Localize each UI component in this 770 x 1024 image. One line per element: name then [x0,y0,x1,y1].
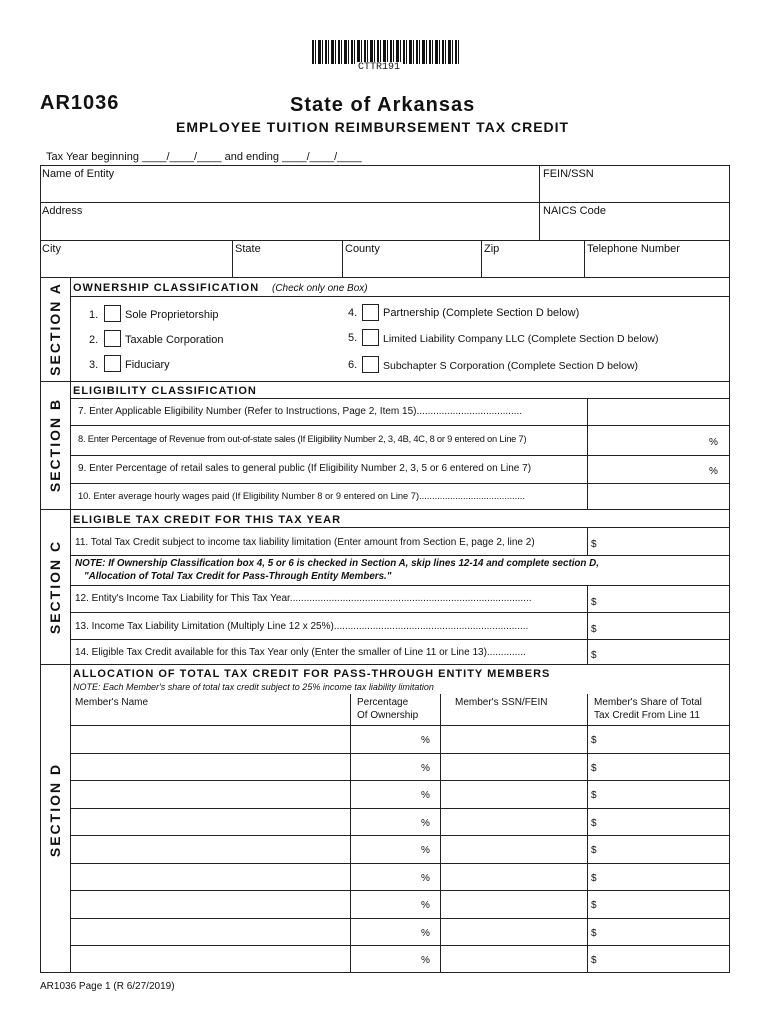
col-percentage-1: Percentage [357,697,409,708]
member-share-field[interactable] [600,836,728,863]
col-share-1: Member's Share of Total [594,697,702,708]
county-field[interactable] [343,257,480,276]
member-name-field[interactable] [71,919,349,946]
phone-field[interactable] [585,257,728,276]
barcode-text: CTTR191 [358,62,401,73]
member-ssn-field[interactable] [441,781,586,808]
fein-label: FEIN/SSN [543,168,594,180]
member-name-field[interactable] [71,836,349,863]
section-c-label: SECTION C [47,539,63,635]
sole-proprietorship-checkbox[interactable] [104,305,121,322]
member-name-field[interactable] [71,754,349,781]
percent-sign: % [421,928,430,939]
line-9-field[interactable] [588,456,728,482]
state-field[interactable] [233,257,341,276]
dollar-sign: $ [591,763,597,774]
line-8-field[interactable] [588,426,728,454]
barcode [312,40,460,76]
line-13-label: 13. Income Tax Liability Limitation (Multiply Line 12 x 25%)...................................................................... [75,621,529,632]
page-title: State of Arkansas [290,94,476,116]
option-6-num: 6. [348,359,358,371]
dollar-sign: $ [591,955,597,966]
dollar-sign: $ [591,735,597,746]
line-8-label: 8. Enter Percentage of Revenue from out-of-state sales (If Eligibility Number 2, 3, 4B, 4C, 8 or 9 entered on Line 7) [78,434,527,444]
percent-sign: % [421,790,430,801]
taxable-corporation-checkbox[interactable] [104,330,121,347]
city-field[interactable] [41,257,231,276]
percent-sign: % [421,763,430,774]
line-11-field[interactable] [600,528,728,554]
member-ssn-field[interactable] [441,726,586,753]
member-share-field[interactable] [600,726,728,753]
subchapter-s-checkbox[interactable] [362,356,379,373]
page-subtitle: EMPLOYEE TUITION REIMBURSEMENT TAX CREDIT [176,119,570,135]
section-d-note: NOTE: Each Member's share of total tax credit subject to 25% income tax liability limitation [73,682,434,692]
state-label: State [235,243,261,255]
percent-sign: % [421,955,430,966]
option-3-num: 3. [89,359,99,371]
member-share-field[interactable] [600,946,728,973]
section-b-label: SECTION B [47,397,63,493]
dollar-sign: $ [591,845,597,856]
line-13-unit: $ [591,624,597,635]
section-a-heading: OWNERSHIP CLASSIFICATION [73,282,260,294]
line-7-field[interactable] [588,399,728,424]
dollar-sign: $ [591,900,597,911]
col-share-2: Tax Credit From Line 11 [594,710,700,721]
line-14-unit: $ [591,650,597,661]
line-9-label: 9. Enter Percentage of retail sales to general public (If Eligibility Number 2, 3, 5 or 6 entered on Line 7) [78,463,532,474]
option-3-label: Fiduciary [125,359,170,371]
option-4-num: 4. [348,307,358,319]
line-7-label: 7. Enter Applicable Eligibility Number (Refer to Instructions, Page 2, Item 15)...................................... [78,406,523,417]
col-member-name: Member's Name [75,697,149,708]
entity-name-field[interactable] [41,182,538,201]
naics-label: NAICS Code [543,205,606,217]
fiduciary-checkbox[interactable] [104,355,121,372]
member-share-field[interactable] [600,754,728,781]
member-ssn-field[interactable] [441,946,586,973]
member-name-field[interactable] [71,781,349,808]
section-c-note-1: NOTE: If Ownership Classification box 4, 5 or 6 is checked in Section A, skip lines 12-14 and complete section D, [75,558,599,569]
member-name-field[interactable] [71,891,349,918]
member-name-field[interactable] [71,726,349,753]
option-6-label: Subchapter S Corporation (Complete Section D below) [383,360,639,372]
option-2-label: Taxable Corporation [125,334,224,346]
section-d-label: SECTION D [47,762,63,858]
llc-checkbox[interactable] [362,329,379,346]
dollar-sign: $ [591,790,597,801]
line-10-label: 10. Enter average hourly wages paid (If Eligibility Number 8 or 9 entered on Line 7)......................................... [78,491,525,501]
percent-sign: % [421,818,430,829]
member-name-field[interactable] [71,946,349,973]
line-9-unit: % [709,466,718,477]
section-d-heading: ALLOCATION OF TOTAL TAX CREDIT FOR PASS-THROUGH ENTITY MEMBERS [73,668,551,680]
form-id: AR1036 [40,92,120,114]
member-share-field[interactable] [600,919,728,946]
line-14-label: 14. Eligible Tax Credit available for this Tax Year only (Enter the smaller of Line 11 or Line 13).............. [75,647,526,658]
member-share-field[interactable] [600,891,728,918]
percent-sign: % [421,845,430,856]
percent-sign: % [421,900,430,911]
percent-sign: % [421,873,430,884]
member-ssn-field[interactable] [441,754,586,781]
member-ssn-field[interactable] [441,809,586,836]
member-share-field[interactable] [600,781,728,808]
partnership-checkbox[interactable] [362,304,379,321]
line-8-unit: % [709,437,718,448]
county-label: County [345,243,380,255]
dollar-sign: $ [591,873,597,884]
option-4-label: Partnership (Complete Section D below) [383,307,580,319]
line-12-field[interactable] [600,586,728,611]
member-name-field[interactable] [71,864,349,891]
phone-label: Telephone Number [587,243,680,255]
address-label: Address [42,205,83,217]
option-5-num: 5. [348,332,358,344]
line-12-unit: $ [591,597,597,608]
option-1-label: Sole Proprietorship [125,309,219,321]
dollar-sign: $ [591,928,597,939]
entity-name-label: Name of Entity [42,168,115,180]
line-11-unit: $ [591,539,597,550]
address-field[interactable] [41,219,538,239]
naics-field[interactable] [540,219,728,239]
member-ssn-field[interactable] [441,836,586,863]
dollar-sign: $ [591,818,597,829]
option-2-num: 2. [89,334,99,346]
city-label: City [42,243,61,255]
section-c-heading: ELIGIBLE TAX CREDIT FOR THIS TAX YEAR [73,514,342,526]
section-a-label: SECTION A [47,282,63,376]
line-14-field[interactable] [600,640,728,663]
fein-field[interactable] [540,182,728,201]
section-b-heading: ELIGIBILITY CLASSIFICATION [73,385,257,397]
barcode-bars [312,40,460,64]
member-share-field[interactable] [600,809,728,836]
option-5-label: Limited Liability Company LLC (Complete Section D below) [383,333,659,345]
section-a-note: (Check only one Box) [272,283,368,294]
footer-text: AR1036 Page 1 (R 6/27/2019) [40,981,175,992]
member-ssn-field[interactable] [441,891,586,918]
line-10-field[interactable] [588,484,728,508]
line-11-label: 11. Total Tax Credit subject to income tax liability limitation (Enter amount from Section E, page 2, line 2) [75,537,535,548]
col-member-ssn: Member's SSN/FEIN [455,697,548,708]
member-ssn-field[interactable] [441,864,586,891]
col-percentage-2: Of Ownership [357,710,419,721]
member-name-field[interactable] [71,809,349,836]
section-c-note-2: "Allocation of Total Tax Credit for Pass-Through Entity Members." [84,571,392,582]
percent-sign: % [421,735,430,746]
member-share-field[interactable] [600,864,728,891]
tax-year-line: Tax Year beginning ____/____/____ and ending ____/____/____ [46,151,362,163]
zip-label: Zip [484,243,500,255]
zip-field[interactable] [482,257,583,276]
option-1-num: 1. [89,309,99,321]
line-12-label: 12. Entity's Income Tax Liability for This Tax Year....................................................................................... [75,593,532,604]
line-13-field[interactable] [600,613,728,638]
member-ssn-field[interactable] [441,919,586,946]
